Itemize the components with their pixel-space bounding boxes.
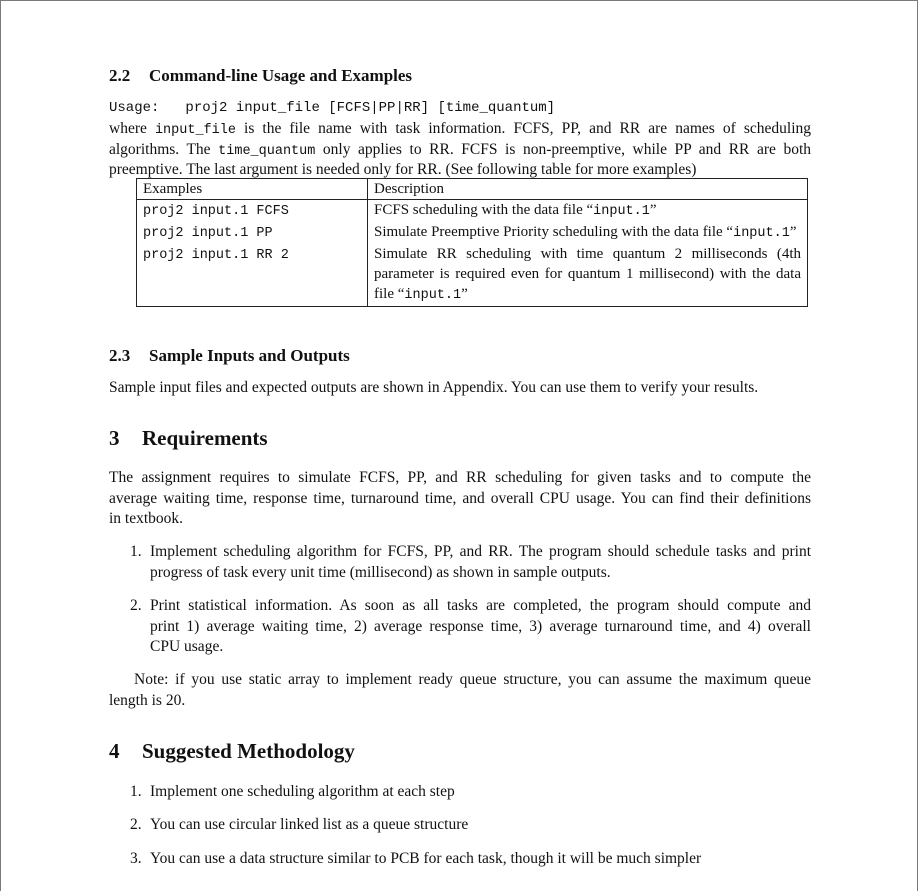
usage-label: Usage: bbox=[109, 100, 160, 116]
text: ” bbox=[649, 202, 657, 218]
table-row bbox=[137, 200, 808, 223]
requirements-paragraph-line-3: in textbook. bbox=[109, 510, 184, 527]
requirements-paragraph-line-1: The assignment requires to simulate FCFS, PP, and RR scheduling for given tasks and to compute the bbox=[109, 469, 811, 486]
text: Simulate RR scheduling with time quantum 2 milliseconds (4th parameter is required even for quantum 1 millisecond) with the data file “ bbox=[374, 246, 801, 302]
list-item bbox=[130, 782, 455, 803]
list-item-text: You can use a data structure similar to PCB for each task, though it will be much simpler bbox=[150, 850, 702, 867]
section-number: 2.3 bbox=[109, 346, 131, 365]
inline-code: input.1 bbox=[733, 226, 790, 241]
inline-code: input_file bbox=[154, 123, 236, 138]
section-heading-2-3 bbox=[109, 346, 350, 366]
list-item bbox=[130, 849, 701, 870]
table-row bbox=[137, 222, 808, 244]
requirements-paragraph-line-2: average waiting time, response time, turnaround time, and overall CPU usage. You can find their definitions bbox=[109, 489, 811, 507]
examples-table bbox=[136, 178, 808, 307]
list-item bbox=[130, 542, 150, 563]
list-item bbox=[130, 596, 150, 617]
table-header-description: Description bbox=[368, 179, 808, 200]
section-number: 3 bbox=[109, 426, 120, 450]
table-row bbox=[137, 244, 808, 307]
usage-line bbox=[109, 100, 555, 116]
list-number: 2. bbox=[130, 597, 142, 614]
text: ” bbox=[461, 286, 468, 302]
example-command: proj2 input.1 FCFS bbox=[143, 204, 289, 219]
table-header-row bbox=[137, 179, 808, 200]
example-description bbox=[368, 200, 808, 223]
section-title: Sample Inputs and Outputs bbox=[149, 346, 350, 365]
section-number: 2.2 bbox=[109, 66, 131, 85]
section-number: 4 bbox=[109, 739, 120, 763]
list-number: 2. bbox=[130, 816, 142, 833]
usage-command: proj2 input_file [FCFS|PP|RR] [time_quantum] bbox=[185, 100, 556, 116]
inline-code: input.1 bbox=[404, 288, 462, 303]
section-heading-3 bbox=[109, 426, 268, 451]
example-description bbox=[368, 244, 808, 307]
list-item-text: Implement one scheduling algorithm at each step bbox=[150, 783, 455, 800]
list-number: 3. bbox=[130, 850, 142, 867]
list-item-line: progress of task every unit time (millisecond) as shown in sample outputs. bbox=[150, 564, 611, 581]
usage-paragraph-line-2 bbox=[109, 140, 811, 163]
inline-code: input.1 bbox=[593, 204, 650, 219]
example-command: proj2 input.1 RR 2 bbox=[143, 248, 289, 263]
section-title: Requirements bbox=[142, 426, 268, 450]
list-item bbox=[130, 815, 468, 836]
inline-code: time_quantum bbox=[218, 143, 316, 159]
section-title: Command-line Usage and Examples bbox=[149, 66, 413, 85]
note-line-1: Note: if you use static array to implement ready queue structure, you can assume the maximum queue bbox=[134, 671, 811, 688]
section-heading-2-2 bbox=[109, 66, 412, 86]
section-heading-4 bbox=[109, 739, 355, 764]
list-item-text: You can use circular linked list as a queue structure bbox=[150, 816, 469, 833]
text: only applies to RR. FCFS is non-preemptive, while PP and RR are both bbox=[315, 140, 812, 158]
list-number: 1. bbox=[130, 543, 142, 560]
text: where bbox=[109, 120, 155, 137]
sample-paragraph: Sample input files and expected outputs are shown in Appendix. You can use them to verify your results. bbox=[109, 379, 759, 396]
example-command: proj2 input.1 PP bbox=[143, 226, 273, 241]
list-item-line: Implement scheduling algorithm for FCFS, PP, and RR. The program should schedule tasks and print bbox=[150, 543, 811, 560]
text: ” bbox=[789, 224, 797, 240]
list-item-line: Print statistical information. As soon as all tasks are completed, the program should compute and bbox=[150, 597, 811, 614]
text: FCFS scheduling with the data file “ bbox=[374, 202, 594, 218]
text: algorithms. The bbox=[109, 140, 219, 158]
text: Simulate Preemptive Priority scheduling with the data file “ bbox=[374, 224, 734, 240]
list-item-line: print 1) average waiting time, 2) average response time, 3) average turnaround time, and 4) overall bbox=[150, 617, 811, 635]
note-line-2: length is 20. bbox=[109, 692, 186, 709]
text: is the file name with task information. FCFS, PP, and RR are names of scheduling bbox=[235, 120, 812, 137]
section-title: Suggested Methodology bbox=[142, 739, 355, 763]
table-header-examples: Examples bbox=[137, 179, 368, 200]
list-number: 1. bbox=[130, 783, 142, 800]
example-description bbox=[368, 222, 808, 244]
list-item-line: CPU usage. bbox=[150, 638, 224, 655]
usage-paragraph-line-3: preemptive. The last argument is needed only for RR. (See following table for more examples) bbox=[109, 161, 697, 178]
usage-paragraph-line-1 bbox=[109, 119, 811, 142]
